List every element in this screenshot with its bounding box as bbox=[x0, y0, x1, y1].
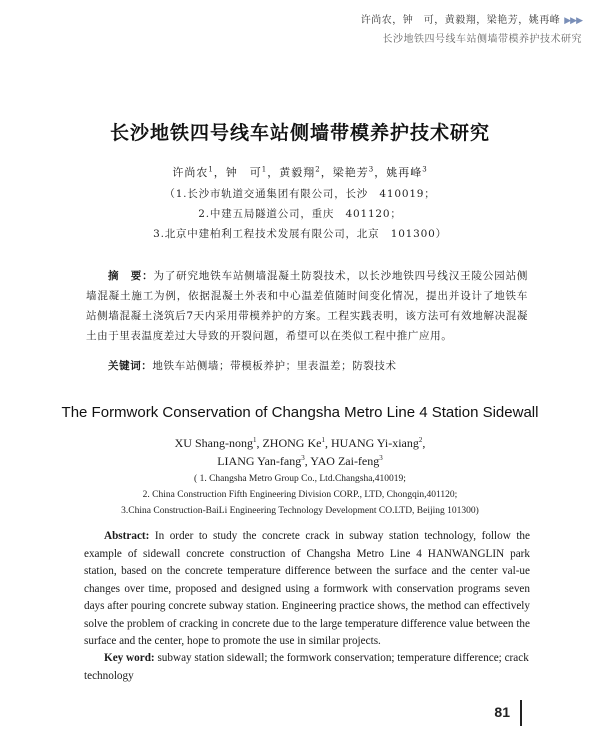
running-head-authors bbox=[361, 8, 582, 27]
en-author-sup: 3 bbox=[301, 454, 305, 462]
cn-author: 梁艳芳 bbox=[332, 166, 369, 179]
en-author-sup: 2 bbox=[418, 436, 423, 444]
en-affiliation-2: 2. China Construction Fifth Engineering Division CORP., LTD, Chongqin,401120; bbox=[142, 490, 458, 500]
en-author-sup: 1 bbox=[321, 436, 325, 444]
page-number: 81 bbox=[494, 704, 510, 720]
en-title: The Formwork Conservation of Changsha Metro Line 4 Station Sidewall bbox=[61, 404, 539, 421]
en-keywords-text: subway station sidewall; the formwork conservation; temperature difference; crack technology bbox=[84, 652, 529, 682]
running-head-title: 长沙地铁四号线车站侧墙带模养护技术研究 bbox=[382, 34, 582, 45]
en-author: XU Shang-nong bbox=[174, 436, 253, 450]
cn-keywords-text: 地铁车站侧墙；带模板养护；里表温差；防裂技术 bbox=[152, 360, 397, 372]
cn-author: 姚再峰 bbox=[386, 166, 423, 179]
cn-author: 黄毅翔 bbox=[279, 166, 316, 179]
cn-author-sup: 1 bbox=[208, 165, 214, 174]
en-affiliation-1: ( 1. Changsha Metro Group Co., Ltd.Changsha,410019; bbox=[194, 474, 406, 484]
cn-keywords bbox=[108, 358, 528, 373]
en-author: LIANG Yan-fang bbox=[217, 454, 302, 468]
en-affiliation-3: 3.China Construction-BaiLi Engineering Technology Development CO.LTD, Beijing 101300) bbox=[121, 506, 479, 516]
running-head bbox=[361, 8, 582, 45]
cn-author-sup: 1 bbox=[261, 165, 268, 174]
en-author: HUANG Yi-xiang bbox=[330, 436, 419, 450]
en-keywords bbox=[84, 650, 530, 685]
cn-author: 许尚农 bbox=[172, 166, 209, 179]
cn-author-sup: 3 bbox=[422, 165, 428, 174]
cn-abstract bbox=[86, 266, 528, 346]
cn-abstract-text: 为了研究地铁车站侧墙混凝土防裂技术，以长沙地铁四号线汉王陵公园站侧墙混凝土施工为例，依据混凝土外表和中心温差值随时间变化情况，提出并设计了地铁车站侧墙混凝土浇筑后7天内采用带模养护的方案。工程实践表明，该方法可有效地解决混凝土由于里表温度差过大导致的开裂问题，希望可以在类似工程中推广应用。 bbox=[86, 270, 528, 342]
cn-author: 钟 可 bbox=[225, 166, 262, 179]
en-abstract bbox=[84, 528, 530, 651]
en-keywords-label: Key word: bbox=[104, 652, 155, 664]
cn-affiliation-3: 3.北京中建柏利工程技术发展有限公司，北京 101300） bbox=[153, 228, 447, 240]
cn-author-sup: 3 bbox=[368, 165, 375, 174]
running-head-authors-text: 许尚农，钟 可，黄毅翔，梁艳芳，姚再峰 bbox=[360, 15, 561, 26]
en-authors-line-1: XU Shang-nong$^1$, ZHONG Ke$^1$, HUANG Yi-xiang$^2$, bbox=[174, 436, 426, 450]
en-abstract-label: Abstract: bbox=[104, 530, 150, 542]
cn-author-sup: 2 bbox=[315, 165, 321, 174]
en-author-sup: 1 bbox=[252, 436, 257, 444]
running-head-arrows-icon: ▶▶▶ bbox=[564, 16, 582, 26]
cn-affiliation-2: 2.中建五局隧道公司，重庆 401120； bbox=[198, 208, 402, 220]
en-authors-line-2: LIANG Yan-fang$^3$, YAO Zai-feng$^3$ bbox=[217, 454, 383, 468]
cn-abstract-label: 摘 要： bbox=[108, 270, 154, 282]
en-author-sup: 3 bbox=[379, 454, 383, 462]
en-author: YAO Zai-feng bbox=[310, 454, 380, 468]
cn-affiliation-1: （1.长沙市轨道交通集团有限公司，长沙 410019； bbox=[164, 188, 436, 200]
en-abstract-text: In order to study the concrete crack in subway station technology, follow the example of sidewall concrete construction of Changsha Metro Line 4 HANWANGLIN park station, based on the concrete temperature difference between the surface and the center val-ue changes over time, proposed and designed using a formwork with conservation programs seven days after pouring concrete subway station. Engineering practice shows, the method can effectively solve the problem of cracking in concrete due to the large temperature difference value between the surface and the center, hope to promote the use in similar projects. bbox=[84, 530, 530, 647]
cn-authors: 许尚农$^1$，钟 可$^1$，黄毅翔$^2$，梁艳芳$^3$，姚再峰$^3$ bbox=[172, 165, 428, 179]
cn-title: 长沙地铁四号线车站侧墙带模养护技术研究 bbox=[109, 122, 490, 144]
cn-keywords-label: 关键词： bbox=[108, 360, 153, 372]
page-number-rule bbox=[520, 700, 522, 726]
en-author: ZHONG Ke bbox=[262, 436, 322, 450]
